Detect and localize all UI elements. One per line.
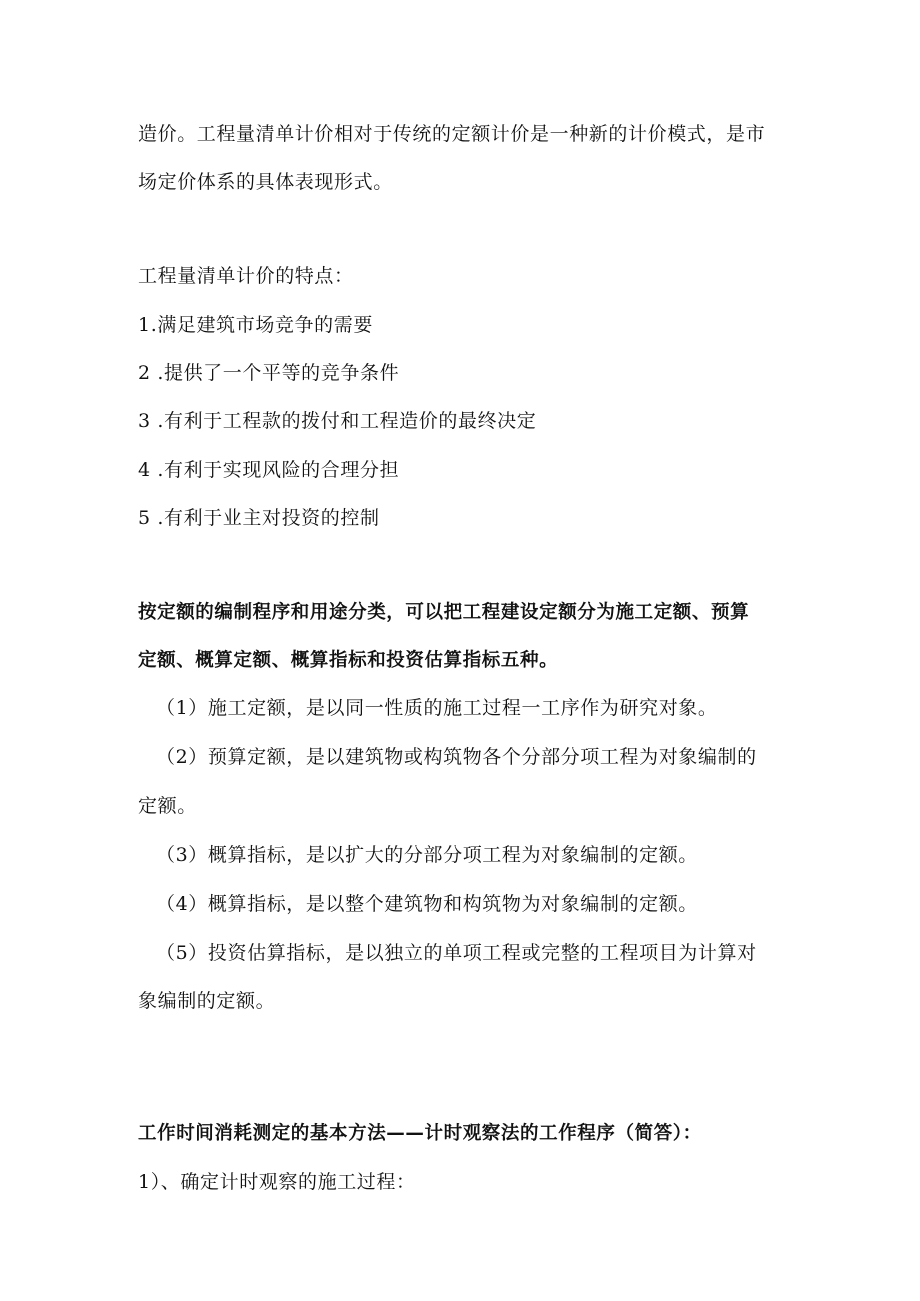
features-heading: 工程量清单计价的特点： [138, 265, 354, 287]
quota-item-1: （1）施工定额，是以同一性质的施工过程一工序作为研究对象。 [156, 697, 718, 719]
quota-heading-line-2: 定额、概算定额、概算指标和投资估算指标五种。 [138, 650, 559, 671]
feature-item-1: 1.满足建筑市场竞争的需要 [138, 314, 373, 336]
quota-item-4: （4）概算指标，是以整个建筑物和构筑物为对象编制的定额。 [156, 893, 698, 915]
intro-line-1: 造价。工程量清单计价相对于传统的定额计价是一种新的计价模式，是市 [138, 123, 766, 145]
quota-item-3: （3）概算指标，是以扩大的分部分项工程为对象编制的定额。 [156, 844, 698, 866]
feature-item-4: 4 .有利于实现风险的合理分担 [138, 459, 400, 481]
feature-item-5: 5 .有利于业主对投资的控制 [138, 507, 380, 529]
feature-item-3: 3 .有利于工程款的拨付和工程造价的最终决定 [138, 410, 537, 432]
feature-item-2: 2 .提供了一个平等的竞争条件 [138, 362, 400, 384]
quota-heading-line-1: 按定额的编制程序和用途分类，可以把工程建设定额分为施工定额、预算 [138, 602, 750, 623]
quota-item-5-line-1: （5）投资估算指标，是以独立的单项工程或完整的工程项目为计算对 [156, 942, 757, 964]
timing-method-heading: 工作时间消耗测定的基本方法——计时观察法的工作程序（简答）： [138, 1123, 702, 1144]
timing-method-item-1: 1）、确定计时观察的施工过程： [138, 1171, 416, 1193]
quota-item-5-line-2: 象编制的定额。 [138, 990, 276, 1012]
quota-item-2-line-1: （2）预算定额，是以建筑物或构筑物各个分部分项工程为对象编制的 [156, 746, 757, 768]
quota-item-2-line-2: 定额。 [138, 795, 197, 817]
intro-line-2: 场定价体系的具体表现形式。 [138, 171, 393, 193]
